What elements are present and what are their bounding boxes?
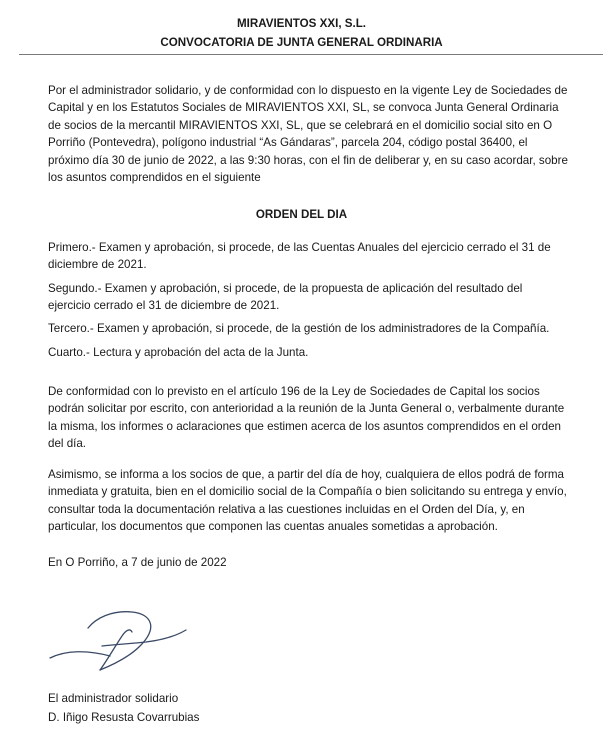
intro-paragraph: Por el administrador solidario, y de conformidad con lo dispuesto en la vigente Ley de Sociedades de Capital y en los Estatutos Sociales de MIRAVIENTOS XXI, SL, se convoca Junta General Ordinaria de socios de la mercantil MIRAVIENTOS XXI, SL, que se celebrará en el domicilio social sito en O Porriño (Pontevedra), polígono industrial “As Gándaras”, parcela 204, código postal 36400, el próximo día 30 de junio de 2022, a las 9:30 horas, con el fin de deliberar y, en su caso acordar, sobre los asuntos comprendidos en el siguiente (48, 84, 568, 185)
agenda-item-3: Tercero.- Examen y aprobación, si procede, de la gestión de los administradores de la Compañía. (48, 322, 550, 335)
place-and-date: En O Porriño, a 7 de junio de 2022 (48, 556, 227, 569)
company-name: MIRAVIENTOS XXI, S.L. (236, 17, 367, 30)
header-divider (19, 54, 603, 55)
body-paragraph-questions: De conformidad con lo previsto en el artículo 196 de la Ley de Sociedades de Capital los socios podrán solicitar por escrito, con anterioridad a la reunión de la Junta General o, verbalmente durante la misma, los informes o aclaraciones que estimen acerca de los asuntos comprendidos en el orden del día. (48, 385, 565, 451)
agenda-item-4: Cuarto.- Lectura y aprobación del acta de la Junta. (48, 346, 309, 359)
signatory-name: D. Iñigo Resusta Covarrubias (48, 711, 200, 724)
body-paragraph-documentation: Asimismo, se informa a los socios de que, a partir del día de hoy, cualquiera de ellos podrá de forma inmediata y gratuita, bien en el domicilio social de la Compañía o bien solicitando su entrega y envío, consultar toda la documentación relativa a las cuestiones incluidas en el Orden del Día, y, en particular, los documentos que componen las cuentas anuales sometidas a aprobación. (48, 468, 567, 534)
agenda-item-1: Primero.- Examen y aprobación, si procede, de las Cuentas Anuales del ejercicio cerrado el 31 de diciembre de 2021. (48, 241, 551, 272)
document-title: CONVOCATORIA DE JUNTA GENERAL ORDINARIA (160, 36, 443, 49)
handwritten-signature (40, 600, 190, 680)
signatory-role: El administrador solidario (48, 692, 179, 705)
agenda-item-2: Segundo.- Examen y aprobación, si procede, de la propuesta de aplicación del resultado del ejercicio cerrado el 31 de diciembre de 2021. (48, 282, 523, 313)
agenda-title: ORDEN DEL DIA (255, 208, 348, 221)
